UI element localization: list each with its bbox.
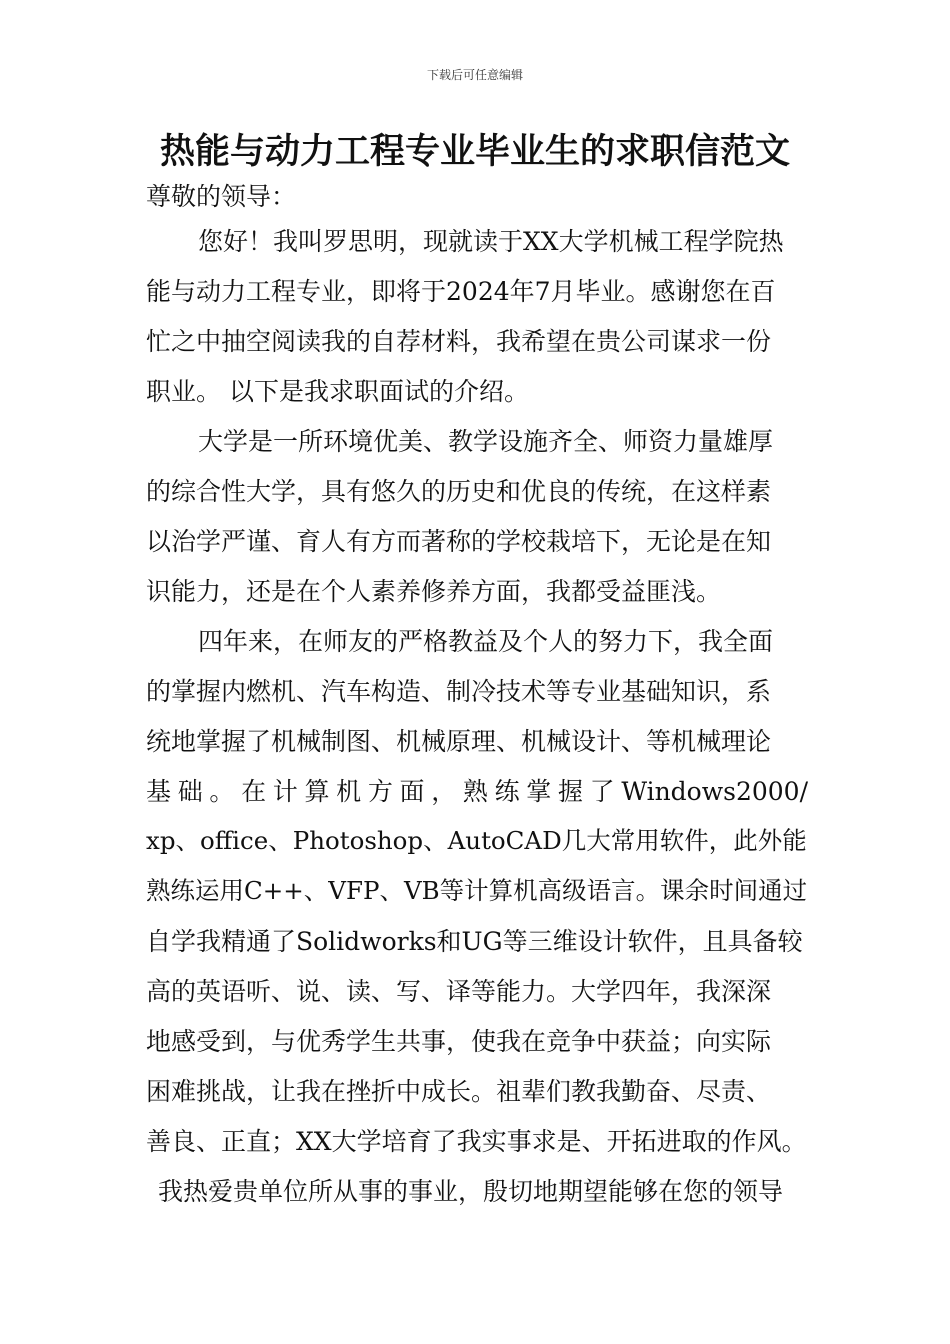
paragraph-closing [146, 1172, 808, 1222]
paragraph-line: 的综合性大学，具有悠久的历史和优良的传统，在这样素 [146, 477, 772, 506]
paragraph-line: 识能力，还是在个人素养修养方面，我都受益匪浅。 [146, 577, 722, 606]
paragraph-line: 忙之中抽空阅读我的自荐材料，我希望在贵公司谋求一份 [146, 327, 772, 356]
paragraph-line: 大学是一所环境优美、教学设施齐全、师资力量雄厚 [198, 427, 774, 456]
paragraph-university [146, 422, 808, 622]
paragraph-line: 地感受到，与优秀学生共事，使我在竞争中获益；向实际 [146, 1027, 772, 1056]
paragraph-line: 职业。 以下是我求职面试的介绍。 [146, 377, 529, 406]
page-header-note: 下载后可任意编辑 [426, 68, 523, 82]
paragraph-line: 我热爱贵单位所从事的事业，殷切地期望能够在您的领导 [158, 1177, 784, 1206]
paragraph-line: xp、office、Photoshop、AutoCAD几大常用软件，此外能 [146, 826, 807, 855]
paragraph-line: 您好！我叫罗思明，现就读于XX大学机械工程学院热 [198, 227, 784, 256]
paragraph-line: 熟练运用C++、VFP、VB等计算机高级语言。课余时间通过 [146, 876, 808, 905]
paragraph-skills [146, 622, 808, 1172]
paragraph-line: 善良、正直；XX大学培育了我实事求是、开拓进取的作风。 [146, 1127, 807, 1156]
letter-body [146, 172, 808, 1222]
salutation: 尊敬的领导： [146, 182, 297, 211]
paragraph-line: 的掌握内燃机、汽车构造、制冷技术等专业基础知识，系 [146, 677, 772, 706]
paragraph-line: 能与动力工程专业，即将于2024年7月毕业。感谢您在百 [146, 277, 776, 306]
paragraph-line: 困难挑战，让我在挫折中成长。祖辈们教我勤奋、尽责、 [146, 1077, 772, 1106]
paragraph-line: 自学我精通了Solidworks和UG等三维设计软件，且具备较 [146, 927, 803, 956]
document-title: 热能与动力工程专业毕业生的求职信范文 [159, 131, 790, 172]
paragraph-line: 以治学严谨、育人有方而著称的学校栽培下，无论是在知 [146, 527, 772, 556]
paragraph-line: 基础。在计算机方面，熟练掌握了Windows2000/ [146, 777, 808, 806]
paragraph-line: 高的英语听、说、读、写、译等能力。大学四年，我深深 [146, 977, 772, 1006]
paragraph-line: 四年来，在师友的严格教益及个人的努力下，我全面 [198, 627, 774, 656]
paragraph-line: 统地掌握了机械制图、机械原理、机械设计、等机械理论 [146, 727, 772, 756]
paragraph-greeting [146, 222, 808, 422]
